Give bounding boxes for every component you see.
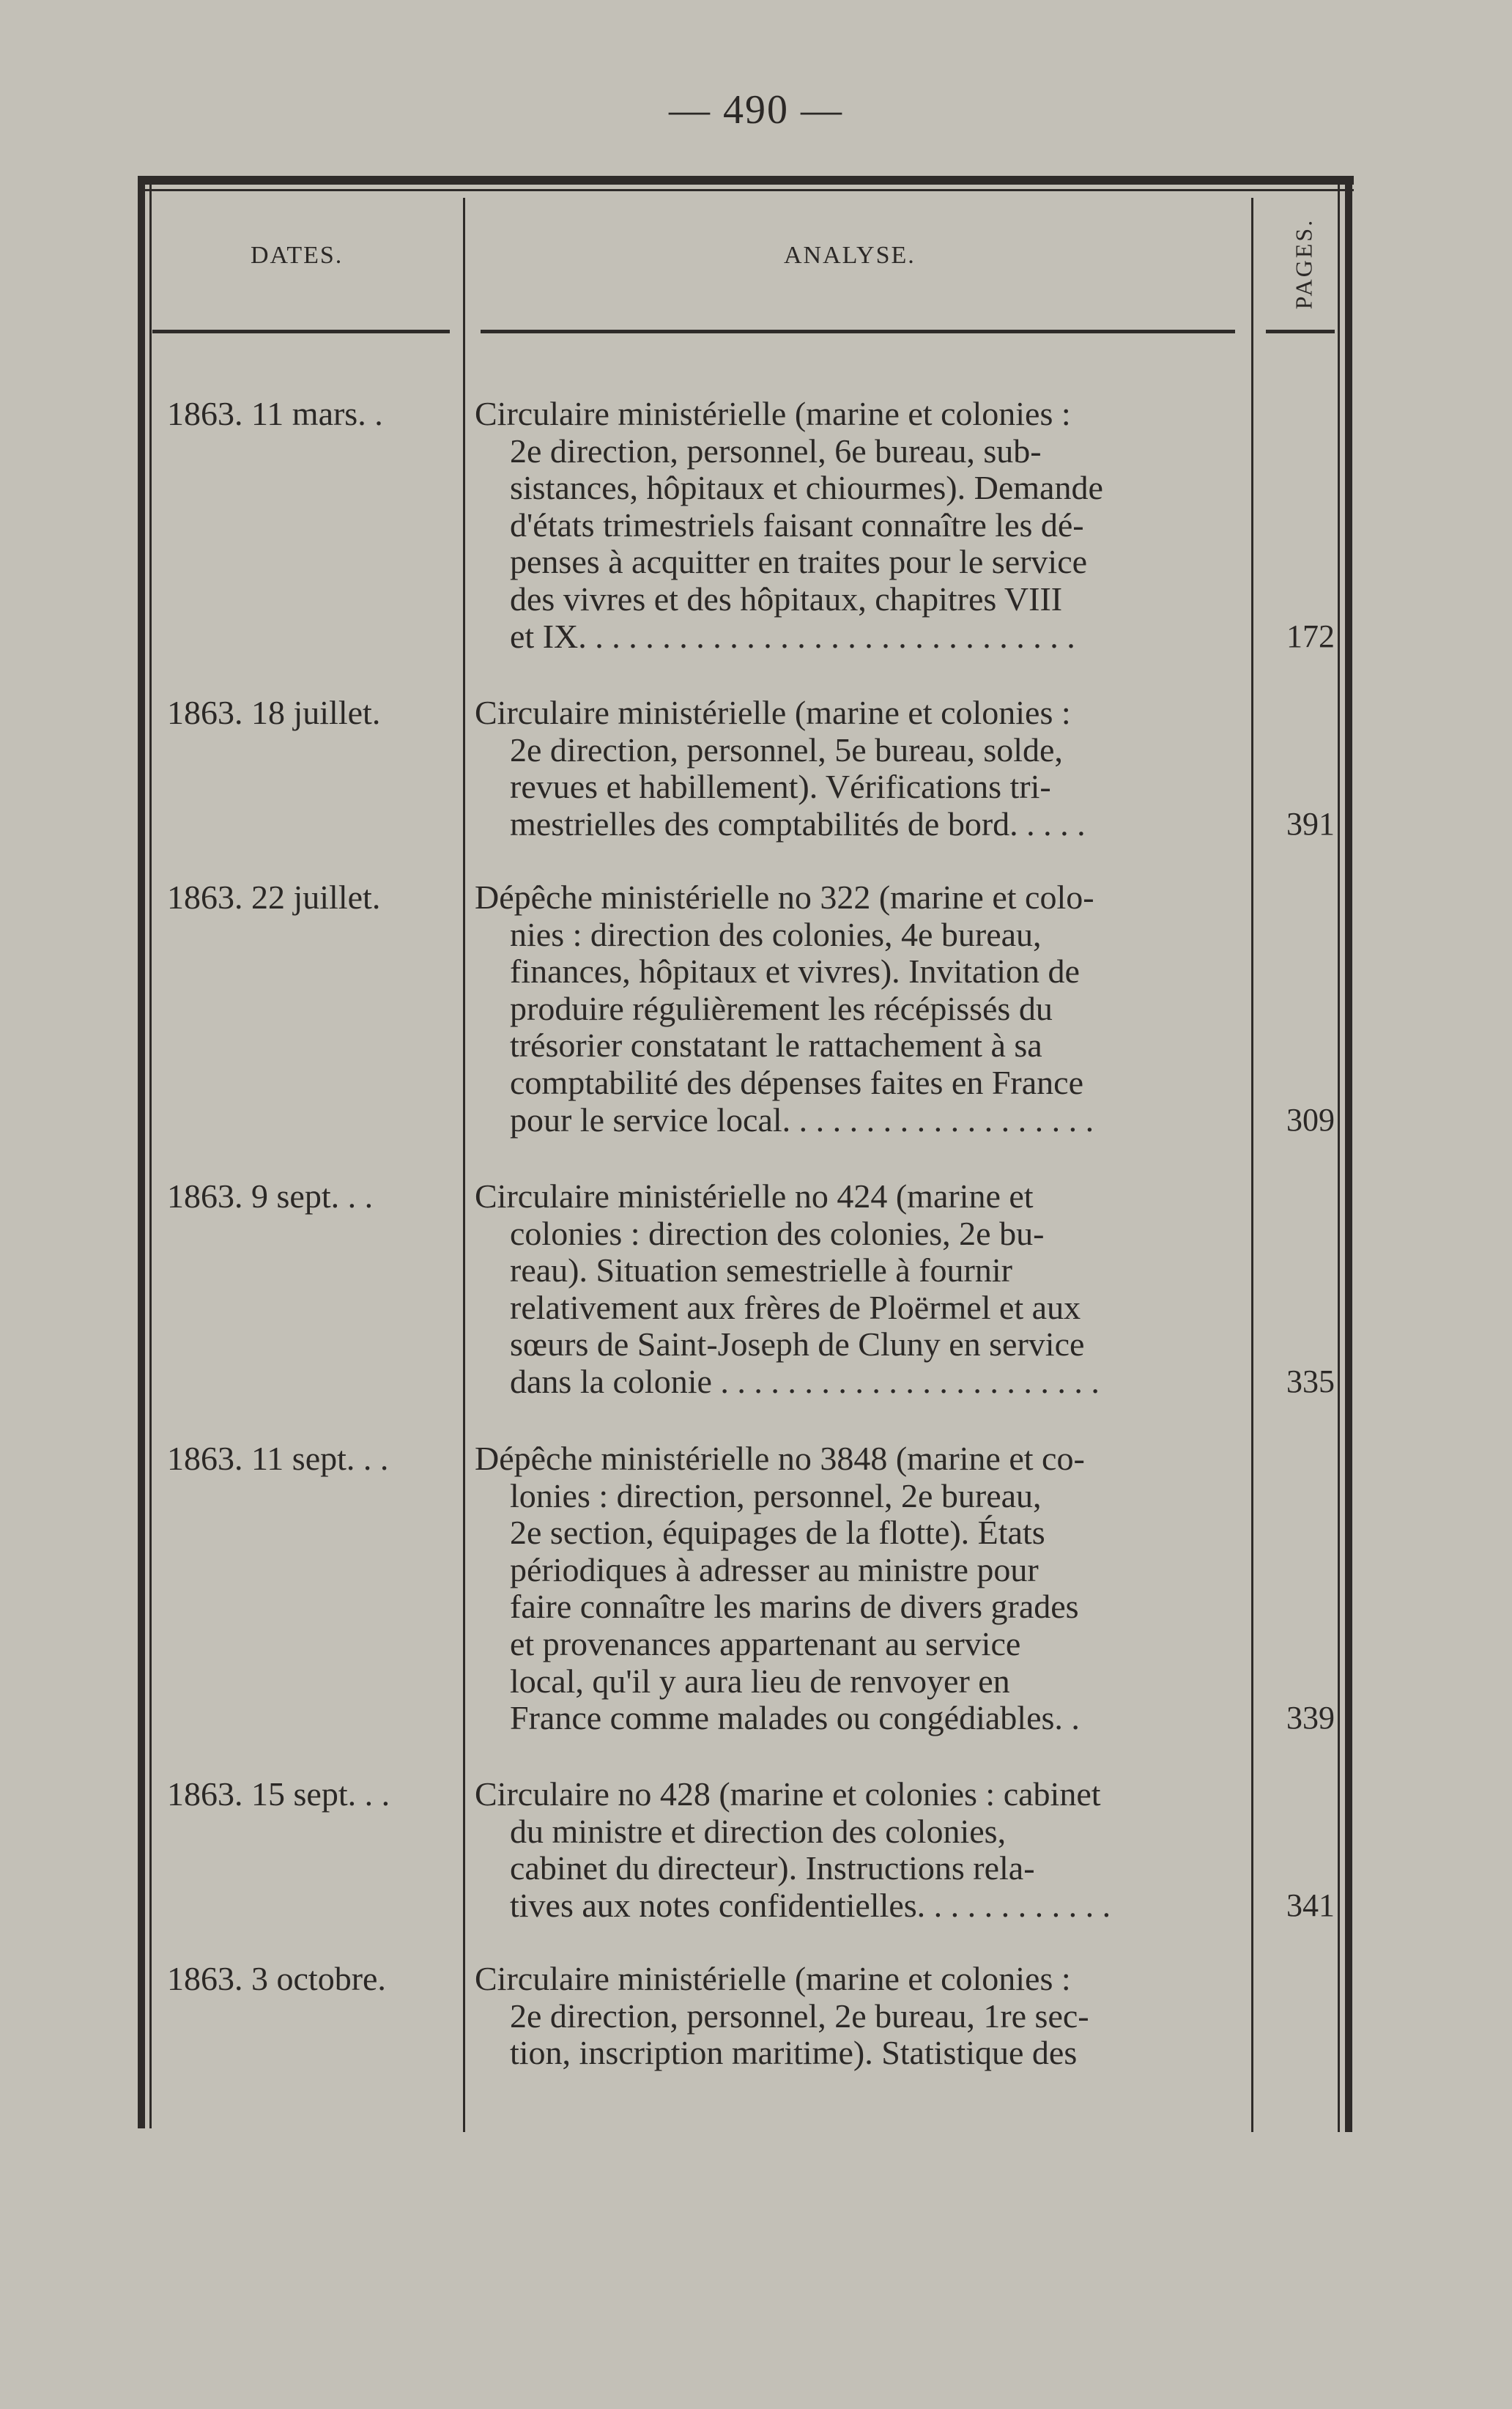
entry-analysis — [475, 1776, 1244, 1924]
entry-page: 335 — [1286, 1363, 1335, 1399]
entry-date: 1863. 18 juillet. — [167, 694, 381, 731]
analysis-line: Dépêche ministérielle no 3848 (marine et co- — [475, 1440, 1085, 1477]
table-top-border — [138, 176, 1354, 185]
header-underline-analysis — [481, 330, 1235, 333]
analysis-line: produire régulièrement les récépissés du — [510, 990, 1053, 1027]
table-right-border-thin — [1338, 176, 1340, 2132]
analysis-line: pour le service local. . . . . . . . . . . . . . . . . . . — [510, 1101, 1094, 1139]
table-right-border — [1345, 176, 1352, 2132]
analysis-line: 2e direction, personnel, 2e bureau, 1re sec- — [510, 1997, 1089, 2035]
analysis-line: Circulaire ministérielle no 424 (marine et — [475, 1178, 1034, 1215]
entry-page: 341 — [1286, 1887, 1335, 1923]
entry-date: 1863. 15 sept. . . — [167, 1775, 390, 1813]
header-pages — [1275, 205, 1333, 322]
analysis-line: France comme malades ou congédiables. . — [510, 1700, 1080, 1737]
header-pages-label: PAGES. — [1290, 218, 1317, 310]
analysis-line: dans la colonie . . . . . . . . . . . . . . . . . . . . . . . — [510, 1363, 1100, 1400]
analysis-line: comptabilité des dépenses faites en France — [510, 1064, 1083, 1101]
analysis-line: Circulaire ministérielle (marine et colonies : — [475, 1961, 1071, 1997]
header-dates: DATES. — [251, 242, 344, 269]
analysis-line: 2e direction, personnel, 6e bureau, sub- — [510, 432, 1042, 470]
entry-analysis — [475, 695, 1244, 843]
entry-analysis — [475, 396, 1244, 655]
entry-date: 1863. 11 mars. . — [167, 395, 383, 432]
entry-analysis — [475, 1961, 1244, 2072]
analysis-line: et provenances appartenant au service — [510, 1625, 1021, 1662]
table-left-border — [138, 176, 145, 2128]
analysis-line: 2e direction, personnel, 5e bureau, solde, — [510, 731, 1063, 769]
entry-page: 339 — [1286, 1700, 1335, 1736]
analysis-line: mestrielles des comptabilités de bord. . . . . — [510, 805, 1086, 843]
column-divider-dates — [463, 198, 465, 2132]
analysis-line: et IX. . . . . . . . . . . . . . . . . . . . . . . . . . . . . . — [510, 618, 1075, 655]
analysis-line: nies : direction des colonies, 4e bureau, — [510, 916, 1042, 953]
entry-analysis — [475, 1178, 1244, 1401]
analysis-line: sœurs de Saint-Joseph de Cluny en service — [510, 1326, 1085, 1363]
analysis-line: finances, hôpitaux et vivres). Invitation de — [510, 953, 1080, 991]
entry-analysis — [475, 1440, 1244, 1737]
analysis-line: reau). Situation semestrielle à fournir — [510, 1252, 1012, 1289]
entry-page: 391 — [1286, 806, 1335, 842]
entry-date: 1863. 3 octobre. — [167, 1960, 386, 1997]
analysis-line: faire connaître les marins de divers grades — [510, 1588, 1079, 1626]
entry-date: 1863. 22 juillet. — [167, 878, 381, 916]
analysis-line: 2e section, équipages de la flotte). États — [510, 1514, 1045, 1552]
analysis-line: local, qu'il y aura lieu de renvoyer en — [510, 1662, 1010, 1700]
analysis-line: relativement aux frères de Ploërmel et aux — [510, 1289, 1081, 1326]
analysis-line: lonies : direction, personnel, 2e bureau, — [510, 1477, 1042, 1514]
entry-date: 1863. 9 sept. . . — [167, 1177, 374, 1215]
analysis-line: du ministre et direction des colonies, — [510, 1813, 1007, 1850]
analysis-line: tives aux notes confidentielles. . . . . . . . . . . . — [510, 1887, 1111, 1924]
analysis-line: d'états trimestriels faisant connaître les dé- — [510, 506, 1084, 544]
analysis-line: sistances, hôpitaux et chiourmes). Demande — [510, 470, 1103, 507]
analysis-line: colonies : direction des colonies, 2e bu- — [510, 1215, 1045, 1252]
analysis-line: penses à acquitter en traites pour le service — [510, 544, 1088, 581]
analysis-line: Circulaire ministérielle (marine et colonies : — [475, 396, 1071, 432]
header-underline-pages — [1266, 330, 1335, 333]
analysis-line: Dépêche ministérielle no 322 (marine et colo- — [475, 879, 1094, 916]
analysis-line: trésorier constatant le rattachement à sa — [510, 1027, 1042, 1065]
header-underline-dates — [152, 330, 450, 333]
analysis-line: cabinet du directeur). Instructions rela- — [510, 1850, 1035, 1887]
column-divider-pages — [1251, 198, 1253, 2132]
entry-date: 1863. 11 sept. . . — [167, 1440, 389, 1477]
table-left-border-thin — [149, 176, 152, 2128]
analysis-line: Circulaire ministérielle (marine et colonies : — [475, 695, 1071, 731]
analysis-line: des vivres et des hôpitaux, chapitres VIII — [510, 580, 1063, 618]
header-analysis: ANALYSE. — [784, 242, 916, 269]
analysis-line: revues et habillement). Vérifications tri- — [510, 769, 1051, 806]
entry-page: 309 — [1286, 1102, 1335, 1138]
entry-page: 172 — [1286, 618, 1335, 654]
analysis-line: périodiques à adresser au ministre pour — [510, 1551, 1039, 1588]
page-number: — 490 — — [669, 87, 843, 133]
table-top-border-thin — [138, 189, 1354, 191]
analysis-line: Circulaire no 428 (marine et colonies : cabinet — [475, 1776, 1101, 1813]
analysis-line: tion, inscription maritime). Statistique des — [510, 2035, 1078, 2072]
entry-analysis — [475, 879, 1244, 1139]
